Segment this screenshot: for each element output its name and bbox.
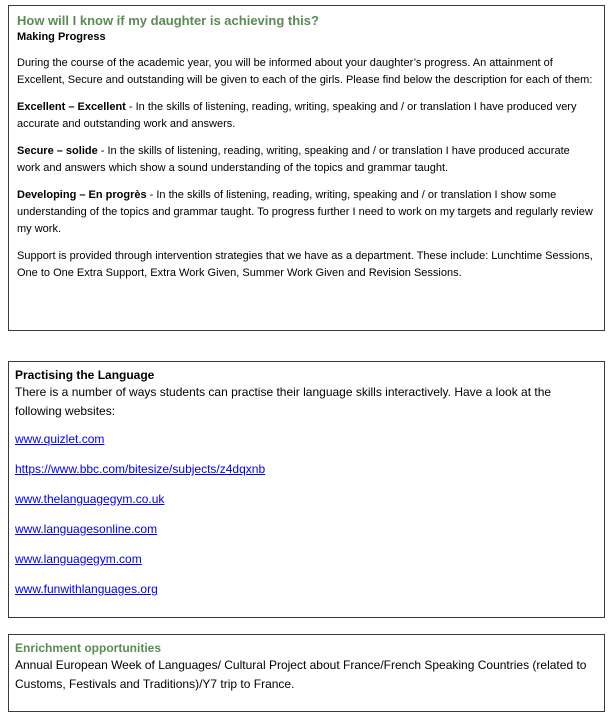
list-item [15, 431, 598, 448]
practising-intro: There is a number of ways students can practise their language skills interactively. Have a look at the following websites: [15, 385, 552, 418]
practising-section [8, 361, 605, 618]
level-label: Secure – solide [17, 145, 98, 157]
enrichment-section [8, 634, 605, 712]
progress-heading: How will I know if my daughter is achieving this? [17, 13, 319, 28]
level-label: Excellent – Excellent [17, 101, 126, 113]
practising-heading: Practising the Language [15, 368, 155, 382]
level-label: Developing – En progrès [17, 189, 147, 201]
link-thelanguagegym[interactable]: www.thelanguagegym.co.uk [15, 492, 165, 506]
enrichment-heading: Enrichment opportunities [15, 641, 162, 655]
link-bbc-bitesize[interactable]: https://www.bbc.com/bitesize/subjects/z4dqxnb [15, 462, 266, 476]
level-secure [17, 143, 596, 177]
link-funwithlanguages[interactable]: www.funwithlanguages.org [15, 582, 158, 596]
progress-intro: During the course of the academic year, you will be informed about your daughter’s progress. An attainment of Excellent, Secure and outstanding will be given to each of the girls. Please find below the description for each of them: [17, 57, 593, 86]
list-item [15, 491, 598, 508]
making-progress-subheading: Making Progress [17, 31, 106, 43]
level-excellent [17, 99, 596, 133]
level-description: - In the skills of listening, reading, writing, speaking and / or translation I have produced accurate work and answers which show a sound understanding of the topics and grammar taught. [17, 145, 570, 174]
link-quizlet[interactable]: www.quizlet.com [15, 432, 105, 446]
list-item [15, 581, 598, 598]
level-developing [17, 187, 596, 238]
link-languagegym[interactable]: www.languagegym.com [15, 552, 142, 566]
support-paragraph: Support is provided through intervention strategies that we have as a department. These include: Lunchtime Sessions, One to One Extra Support, Extra Work Given, Summer Work Given and Revision Sessions. [17, 250, 593, 279]
list-item [15, 551, 598, 568]
link-languagesonline[interactable]: www.languagesonline.com [15, 522, 158, 536]
website-link-list [15, 431, 598, 598]
list-item [15, 461, 598, 478]
list-item [15, 521, 598, 538]
level-description: - In the skills of listening, reading, writing, speaking and / or translation I have produced very accurate and outstanding work and answers. [17, 101, 577, 130]
enrichment-text: Annual European Week of Languages/ Cultural Project about France/French Speaking Countries (related to Customs, Festivals and Traditions)/Y7 trip to France. [15, 658, 587, 691]
progress-section [8, 5, 605, 331]
level-description: - In the skills of listening, reading, writing, speaking and / or translation I show some understanding of the topics and grammar taught. To progress further I need to work on my targets and regularly review my work. [17, 189, 593, 235]
